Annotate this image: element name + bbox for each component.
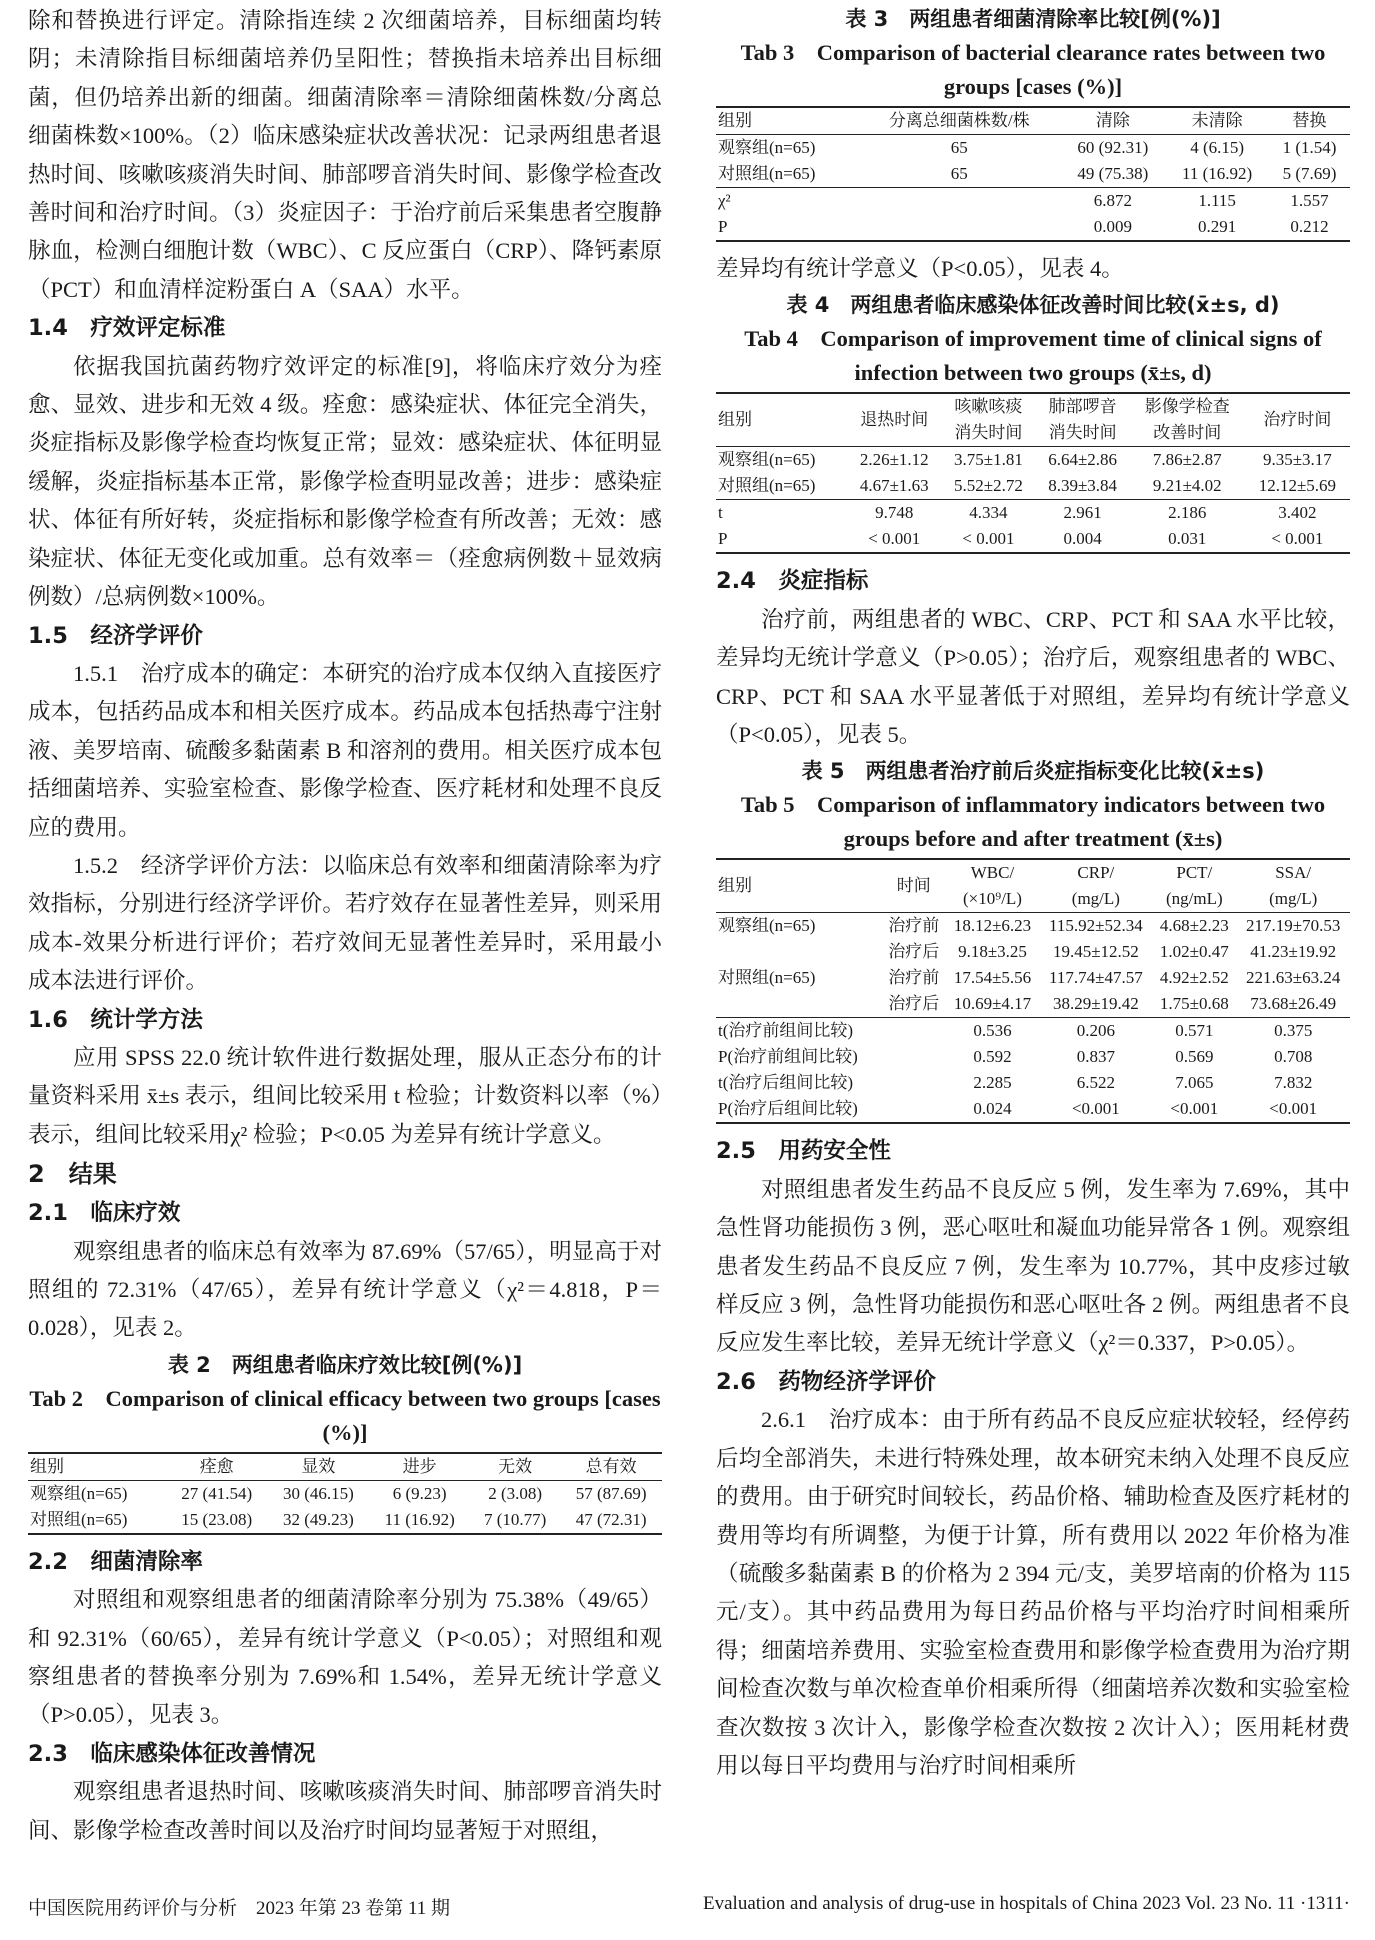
table-cell xyxy=(882,1070,946,1096)
data-table xyxy=(28,1452,662,1535)
paragraph: 应用 SPSS 22.0 统计软件进行数据处理，服从正态分布的计量资料采用 x̄±s 表示，组间比较采用 t 检验；计数资料以率（%）表示，组间比较采用χ² 检验；P<0.05 为差异有统计学意义。 xyxy=(28,1044,662,1147)
table-cell: 显效 xyxy=(268,1453,370,1481)
table-row xyxy=(716,1044,1350,1070)
table-cell: 观察组(n=65) xyxy=(718,916,816,936)
table-cell: t(治疗前组间比较) xyxy=(716,1018,882,1045)
section-heading: 1.6 统计学方法 xyxy=(28,1006,203,1033)
table-cell xyxy=(882,1044,946,1070)
table-cell: 49 (75.38) xyxy=(1077,164,1149,183)
table-row xyxy=(716,859,1350,913)
table-cell: 7 (10.77) xyxy=(470,1507,560,1534)
journal-name-cn: 中国医院用药评价与分析 2023 年第 23 卷第 11 期 xyxy=(28,1898,451,1919)
table-cell: WBC/ (×10⁹/L) xyxy=(946,859,1040,913)
right-column xyxy=(716,2,1350,1785)
paragraph: 对照组患者发生药品不良反应 5 例，发生率为 7.69%，其中急性肾功能损伤 3 例，恶心呕吐和凝血功能异常各 1 例。观察组患者发生药品不良反应 7 例，发生率为 10.77%，其中皮疹过敏样反应 3 例，急性肾功能损伤和恶心呕吐各 2 例。两组患者不良反应发生率比较，差异无统计学意义（χ²＝0.337，P>0.05）。 xyxy=(716,1176,1350,1356)
table-cell: 30 (46.15) xyxy=(282,1483,354,1503)
table-cell: 11 (16.92) xyxy=(369,1507,470,1534)
table-cell: 肺部啰音 消失时间 xyxy=(1036,393,1130,447)
table-cell: 组别 xyxy=(716,393,847,447)
table-cell: 65 xyxy=(950,138,968,157)
table-cell: 0.212 xyxy=(1269,214,1350,241)
table-cell: 2.26±1.12 xyxy=(859,450,929,470)
table-cell: 对照组(n=65) xyxy=(718,476,816,496)
table-5 xyxy=(716,754,1350,1124)
table-cell xyxy=(882,1018,946,1045)
data-table xyxy=(716,858,1350,1124)
table-row xyxy=(716,135,1350,162)
paragraph: 观察组患者的临床总有效率为 87.69%（57/65），明显高于对照组的 72.31%（47/65），差异有统计学意义（χ²＝4.818，P＝0.028），见表 2。 xyxy=(28,1238,662,1341)
table-cell: 0.592 xyxy=(973,1047,1012,1067)
paragraph: 差异均有统计学意义（P<0.05），见表 4。 xyxy=(716,256,1124,281)
table-row xyxy=(716,939,1350,965)
table-cell: 115.92±52.34 xyxy=(1049,916,1143,936)
section-heading: 2.2 细菌清除率 xyxy=(28,1548,203,1575)
table-cell: P xyxy=(716,214,858,241)
table-row xyxy=(716,1070,1350,1096)
table-row xyxy=(716,188,1350,215)
table-cell: 9.21±4.02 xyxy=(1152,476,1222,496)
table-cell: 组别 xyxy=(716,859,882,913)
table-cell: P(治疗后组间比较) xyxy=(716,1096,882,1123)
table-row xyxy=(716,913,1350,940)
table-cell: 0.536 xyxy=(946,1018,1040,1045)
table-cell: SSA/ (mg/L) xyxy=(1236,859,1350,913)
table-cell: 60 (92.31) xyxy=(1077,138,1149,157)
table-row xyxy=(716,526,1350,553)
table-row xyxy=(716,161,1350,188)
table-cell: 影像学检查 改善时间 xyxy=(1130,393,1245,447)
table-cell: 对照组(n=65) xyxy=(28,1507,166,1534)
paragraph: 1.5.2 经济学评价方法：以临床总有效率和细菌清除率为疗效指标，分别进行经济学评价。若疗效存在显著性差异，则采用成本-效果分析进行评价；若疗效间无显著性差异时，采用最小成本法进行评价。 xyxy=(28,852,662,994)
table-cell: 清除 xyxy=(1060,107,1165,135)
page-footer xyxy=(28,1893,1350,1920)
table-cell xyxy=(716,939,882,965)
table-cell: 4.92±2.52 xyxy=(1159,968,1229,988)
table-row xyxy=(716,107,1350,135)
table-cell: 7.065 xyxy=(1175,1073,1214,1093)
table-cell: 咳嗽咳痰 消失时间 xyxy=(941,393,1035,447)
table-cell: 退热时间 xyxy=(847,393,941,447)
table-cell: 7.832 xyxy=(1274,1073,1313,1093)
table-row xyxy=(716,1018,1350,1045)
table-cell: 6.872 xyxy=(1060,188,1165,215)
table-caption-cn: 表 5 两组患者治疗前后炎症指标变化比较(x̄±s) xyxy=(801,759,1265,784)
table-cell xyxy=(716,991,882,1018)
table-cell: < 0.001 xyxy=(847,526,941,553)
table-cell: <0.001 xyxy=(1039,1096,1152,1123)
table-cell: 6.64±2.86 xyxy=(1048,450,1118,470)
paragraph: 除和替换进行评定。清除指连续 2 次细菌培养，目标细菌均转阴；未清除指目标细菌培养仍呈阳性；替换指未培养出目标细菌，但仍培养出新的细菌。细菌清除率＝清除细菌株数/分离总细菌株数×100%。（2）临床感染症状改善状况：记录两组患者退热时间、咳嗽咳痰消失时间、肺部啰音消失时间、影像学检查改善时间和治疗时间。（3）炎症因子：于治疗前后采集患者空腹静脉血，检测白细胞计数（WBC）、C 反应蛋白（CRP）、降钙素原（PCT）和血清样淀粉蛋白 A（SAA）水平。 xyxy=(28,8,662,302)
table-cell: 观察组(n=65) xyxy=(718,450,816,470)
paragraph: 治疗前，两组患者的 WBC、CRP、PCT 和 SAA 水平比较，差异均无统计学意义（P>0.05）；治疗后，观察组患者的 WBC、CRP、PCT 和 SAA 水平显著低于对照组，差异均有统计学意义（P<0.05），见表 5。 xyxy=(716,606,1350,748)
table-cell: 1.02±0.47 xyxy=(1159,942,1229,962)
data-table xyxy=(716,392,1350,554)
section-heading: 2.1 临床疗效 xyxy=(28,1200,181,1227)
table-cell: 10.69±4.17 xyxy=(953,994,1032,1014)
table-cell: 观察组(n=65) xyxy=(718,138,816,157)
table-row xyxy=(716,214,1350,241)
journal-en-text: Evaluation and analysis of drug-use in hospitals of China 2023 Vol. 23 No. 11 xyxy=(703,1893,1296,1914)
table-cell: 2 (3.08) xyxy=(488,1483,543,1503)
table-cell: 未清除 xyxy=(1165,107,1269,135)
table-cell: 65 xyxy=(950,164,968,183)
table-cell: 19.45±12.52 xyxy=(1052,942,1139,962)
section-heading: 1.5 经济学评价 xyxy=(28,622,203,649)
table-cell: 4 (6.15) xyxy=(1190,138,1245,157)
paragraph: 2.6.1 治疗成本：由于所有药品不良反应症状较轻，经停药后均全部消失，未进行特殊处理，故本研究未纳入处理不良反应的费用。由于研究时间较长，药品价格、辅助检查及医疗耗材的费用等均有所调整，为便于计算，所有费用以 2022 年价格为准（硫酸多黏菌素 B 的价格为 2 394 元/支，美罗培南的价格为 115 元/支）。其中药品费用为每日药品价格与平均治疗时间相乘所得；细菌培养费用、实验室检查费用和影像学检查费用为治疗期间检查次数与单次检查单价相乘所得（细菌培养次数和实验室检查次数按 3 次计入，影像学检查次数按 2 次计入）；医用耗材费用以每日平均费用与治疗时间相乘所 xyxy=(716,1407,1350,1778)
table-cell: 对照组(n=65) xyxy=(718,968,816,988)
table-cell: 0.571 xyxy=(1152,1018,1236,1045)
section-heading: 2.4 炎症指标 xyxy=(716,568,869,595)
table-cell: 217.19±70.53 xyxy=(1246,916,1341,936)
table-cell: <0.001 xyxy=(1236,1096,1350,1123)
table-caption-cn: 表 3 两组患者细菌清除率比较[例(%)] xyxy=(845,7,1221,31)
left-column xyxy=(28,2,662,1850)
table-cell: 32 (49.23) xyxy=(268,1507,370,1534)
table-cell: 2.186 xyxy=(1130,500,1245,527)
table-cell: 5 (7.69) xyxy=(1282,164,1337,183)
section-heading: 2.3 临床感染体征改善情况 xyxy=(28,1740,316,1767)
table-cell: PCT/ (ng/mL) xyxy=(1152,859,1236,913)
table-caption-cn: 表 2 两组患者临床疗效比较[例(%)] xyxy=(167,1352,523,1377)
table-cell: 1.75±0.68 xyxy=(1159,994,1229,1014)
table-2 xyxy=(28,1348,662,1535)
table-cell: 47 (72.31) xyxy=(560,1507,662,1534)
table-caption-en: Tab 5 Comparison of inflammatory indicators between two groups before and after treatment (x̄±s) xyxy=(740,792,1326,852)
table-row xyxy=(28,1453,662,1481)
table-cell: 4.68±2.23 xyxy=(1159,916,1229,936)
table-row xyxy=(716,991,1350,1018)
table-cell: 治疗前 xyxy=(888,916,940,936)
table-cell: 0.291 xyxy=(1165,214,1269,241)
table-cell: 18.12±6.23 xyxy=(953,916,1032,936)
table-cell: 12.12±5.69 xyxy=(1258,476,1337,496)
table-cell: 0.569 xyxy=(1175,1047,1214,1067)
table-cell: 0.009 xyxy=(1060,214,1165,241)
table-row xyxy=(716,393,1350,447)
table-cell: 3.402 xyxy=(1245,500,1350,527)
table-cell: 57 (87.69) xyxy=(575,1483,647,1503)
table-cell: 27 (41.54) xyxy=(181,1483,253,1503)
table-cell: CRP/ (mg/L) xyxy=(1039,859,1152,913)
table-cell: 2.961 xyxy=(1036,500,1130,527)
paragraph: 1.5.1 治疗成本的确定：本研究的治疗成本仅纳入直接医疗成本，包括药品成本和相关医疗成本。药品成本包括热毒宁注射液、美罗培南、硫酸多黏菌素 B 和溶剂的费用。相关医疗成本包括细菌培养、实验室检查、影像学检查、医疗耗材和处理不良反应的费用。 xyxy=(28,660,662,840)
table-cell: 9.35±3.17 xyxy=(1262,450,1332,470)
table-cell: 0.708 xyxy=(1274,1047,1313,1067)
table-cell: 分离总细菌株数/株 xyxy=(858,107,1061,135)
table-cell: 6.522 xyxy=(1076,1073,1115,1093)
table-cell: 治疗后 xyxy=(888,994,940,1014)
table-cell: 观察组(n=65) xyxy=(30,1483,128,1503)
table-cell: 痊愈 xyxy=(166,1453,268,1481)
table-cell xyxy=(858,188,1061,215)
table-cell: 总有效 xyxy=(560,1453,662,1481)
table-cell: <0.001 xyxy=(1152,1096,1236,1123)
table-row xyxy=(28,1507,662,1534)
table-cell: 0.031 xyxy=(1130,526,1245,553)
table-cell: 9.18±3.25 xyxy=(958,942,1027,962)
table-cell: 117.74±47.57 xyxy=(1049,968,1143,988)
table-cell: 0.206 xyxy=(1039,1018,1152,1045)
table-cell: 4.334 xyxy=(941,500,1035,527)
table-cell: 15 (23.08) xyxy=(166,1507,268,1534)
table-row xyxy=(28,1480,662,1507)
table-caption-en: Tab 3 Comparison of bacterial clearance rates between two groups [cases (%)] xyxy=(740,40,1326,99)
paragraph: 观察组患者退热时间、咳嗽咳痰消失时间、肺部啰音消失时间、影像学检查改善时间以及治疗时间均显著短于对照组， xyxy=(28,1779,662,1843)
table-cell: 1.115 xyxy=(1165,188,1269,215)
table-cell: < 0.001 xyxy=(941,526,1035,553)
table-cell: 0.837 xyxy=(1076,1047,1115,1067)
table-cell: t(治疗后组间比较) xyxy=(718,1073,854,1093)
table-cell: 11 (16.92) xyxy=(1182,164,1253,183)
section-heading: 2 结果 xyxy=(28,1160,117,1189)
table-cell: 17.54±5.56 xyxy=(953,968,1032,988)
table-caption-en: Tab 2 Comparison of clinical efficacy between two groups [cases (%)] xyxy=(29,1385,661,1445)
table-cell: 221.63±63.24 xyxy=(1246,968,1341,988)
paragraph: 依据我国抗菌药物疗效评定的标准[9]，将临床疗效分为痊愈、显效、进步和无效 4 级。痊愈：感染症状、体征完全消失，炎症指标及影像学检查均恢复正常；显效：感染症状、体征明显缓解，炎症指标基本正常，影像学检查明显改善；进步：感染症状、体征有所好转，炎症指标和影像学检查有所改善；无效：感染症状、体征无变化或加重。总有效率＝（痊愈病例数＋显效病例数）/总病例数×100%。 xyxy=(28,353,662,610)
table-row xyxy=(716,500,1350,527)
table-caption-en: Tab 4 Comparison of improvement time of clinical signs of infection between two groups (x̄±s, d) xyxy=(744,326,1322,386)
table-cell: 治疗后 xyxy=(888,942,940,962)
table-cell: 73.68±26.49 xyxy=(1250,994,1337,1014)
table-4 xyxy=(716,288,1350,554)
table-cell: P(治疗前组间比较) xyxy=(718,1047,858,1067)
data-table xyxy=(716,106,1350,242)
table-caption-cn: 表 4 两组患者临床感染体征改善时间比较(x̄±s, d) xyxy=(786,293,1280,318)
paragraph: 对照组和观察组患者的细菌清除率分别为 75.38%（49/65）和 92.31%（60/65），差异有统计学意义（P<0.05）；对照组和观察组患者的替换率分别为 7.69%和 1.54%，差异无统计学意义（P>0.05），见表 3。 xyxy=(28,1587,662,1728)
table-cell: 组别 xyxy=(28,1453,166,1481)
table-cell: 3.75±1.81 xyxy=(954,450,1023,470)
page-number: ·1311· xyxy=(1300,1893,1350,1914)
table-cell: 进步 xyxy=(369,1453,470,1481)
table-cell: 5.52±2.72 xyxy=(954,476,1023,496)
table-cell: 1.557 xyxy=(1269,188,1350,215)
table-3 xyxy=(716,2,1350,242)
table-row xyxy=(716,473,1350,500)
table-row xyxy=(716,965,1350,991)
table-cell: 41.23±19.92 xyxy=(1250,942,1337,962)
table-cell: P xyxy=(716,526,847,553)
table-cell: 7.86±2.87 xyxy=(1152,450,1222,470)
table-cell xyxy=(858,214,1061,241)
table-cell: t xyxy=(716,500,847,527)
table-cell: 无效 xyxy=(470,1453,560,1481)
table-cell: 4.67±1.63 xyxy=(859,476,929,496)
table-cell: 治疗前 xyxy=(888,968,940,988)
table-cell: 2.285 xyxy=(973,1073,1012,1093)
table-cell xyxy=(882,1096,946,1123)
table-cell: 0.004 xyxy=(1036,526,1130,553)
table-cell: 1 (1.54) xyxy=(1282,138,1337,157)
journal-name-en xyxy=(703,1893,1350,1920)
table-cell: 对照组(n=65) xyxy=(718,164,816,183)
table-cell: < 0.001 xyxy=(1245,526,1350,553)
table-cell: 8.39±3.84 xyxy=(1048,476,1118,496)
table-cell: 9.748 xyxy=(847,500,941,527)
table-cell: 治疗时间 xyxy=(1245,393,1350,447)
table-row xyxy=(716,1096,1350,1123)
table-cell: 时间 xyxy=(882,859,946,913)
table-cell: 38.29±19.42 xyxy=(1052,994,1139,1014)
table-cell: 替换 xyxy=(1269,107,1350,135)
table-cell: 6 (9.23) xyxy=(392,1483,447,1503)
section-heading: 1.4 疗效评定标准 xyxy=(28,315,226,342)
table-row xyxy=(716,447,1350,474)
table-cell: χ² xyxy=(716,188,858,215)
section-heading: 2.5 用药安全性 xyxy=(716,1138,891,1165)
table-cell: 组别 xyxy=(716,107,858,135)
table-cell: 0.375 xyxy=(1236,1018,1350,1045)
table-cell: 0.024 xyxy=(946,1096,1040,1123)
section-heading: 2.6 药物经济学评价 xyxy=(716,1368,936,1395)
